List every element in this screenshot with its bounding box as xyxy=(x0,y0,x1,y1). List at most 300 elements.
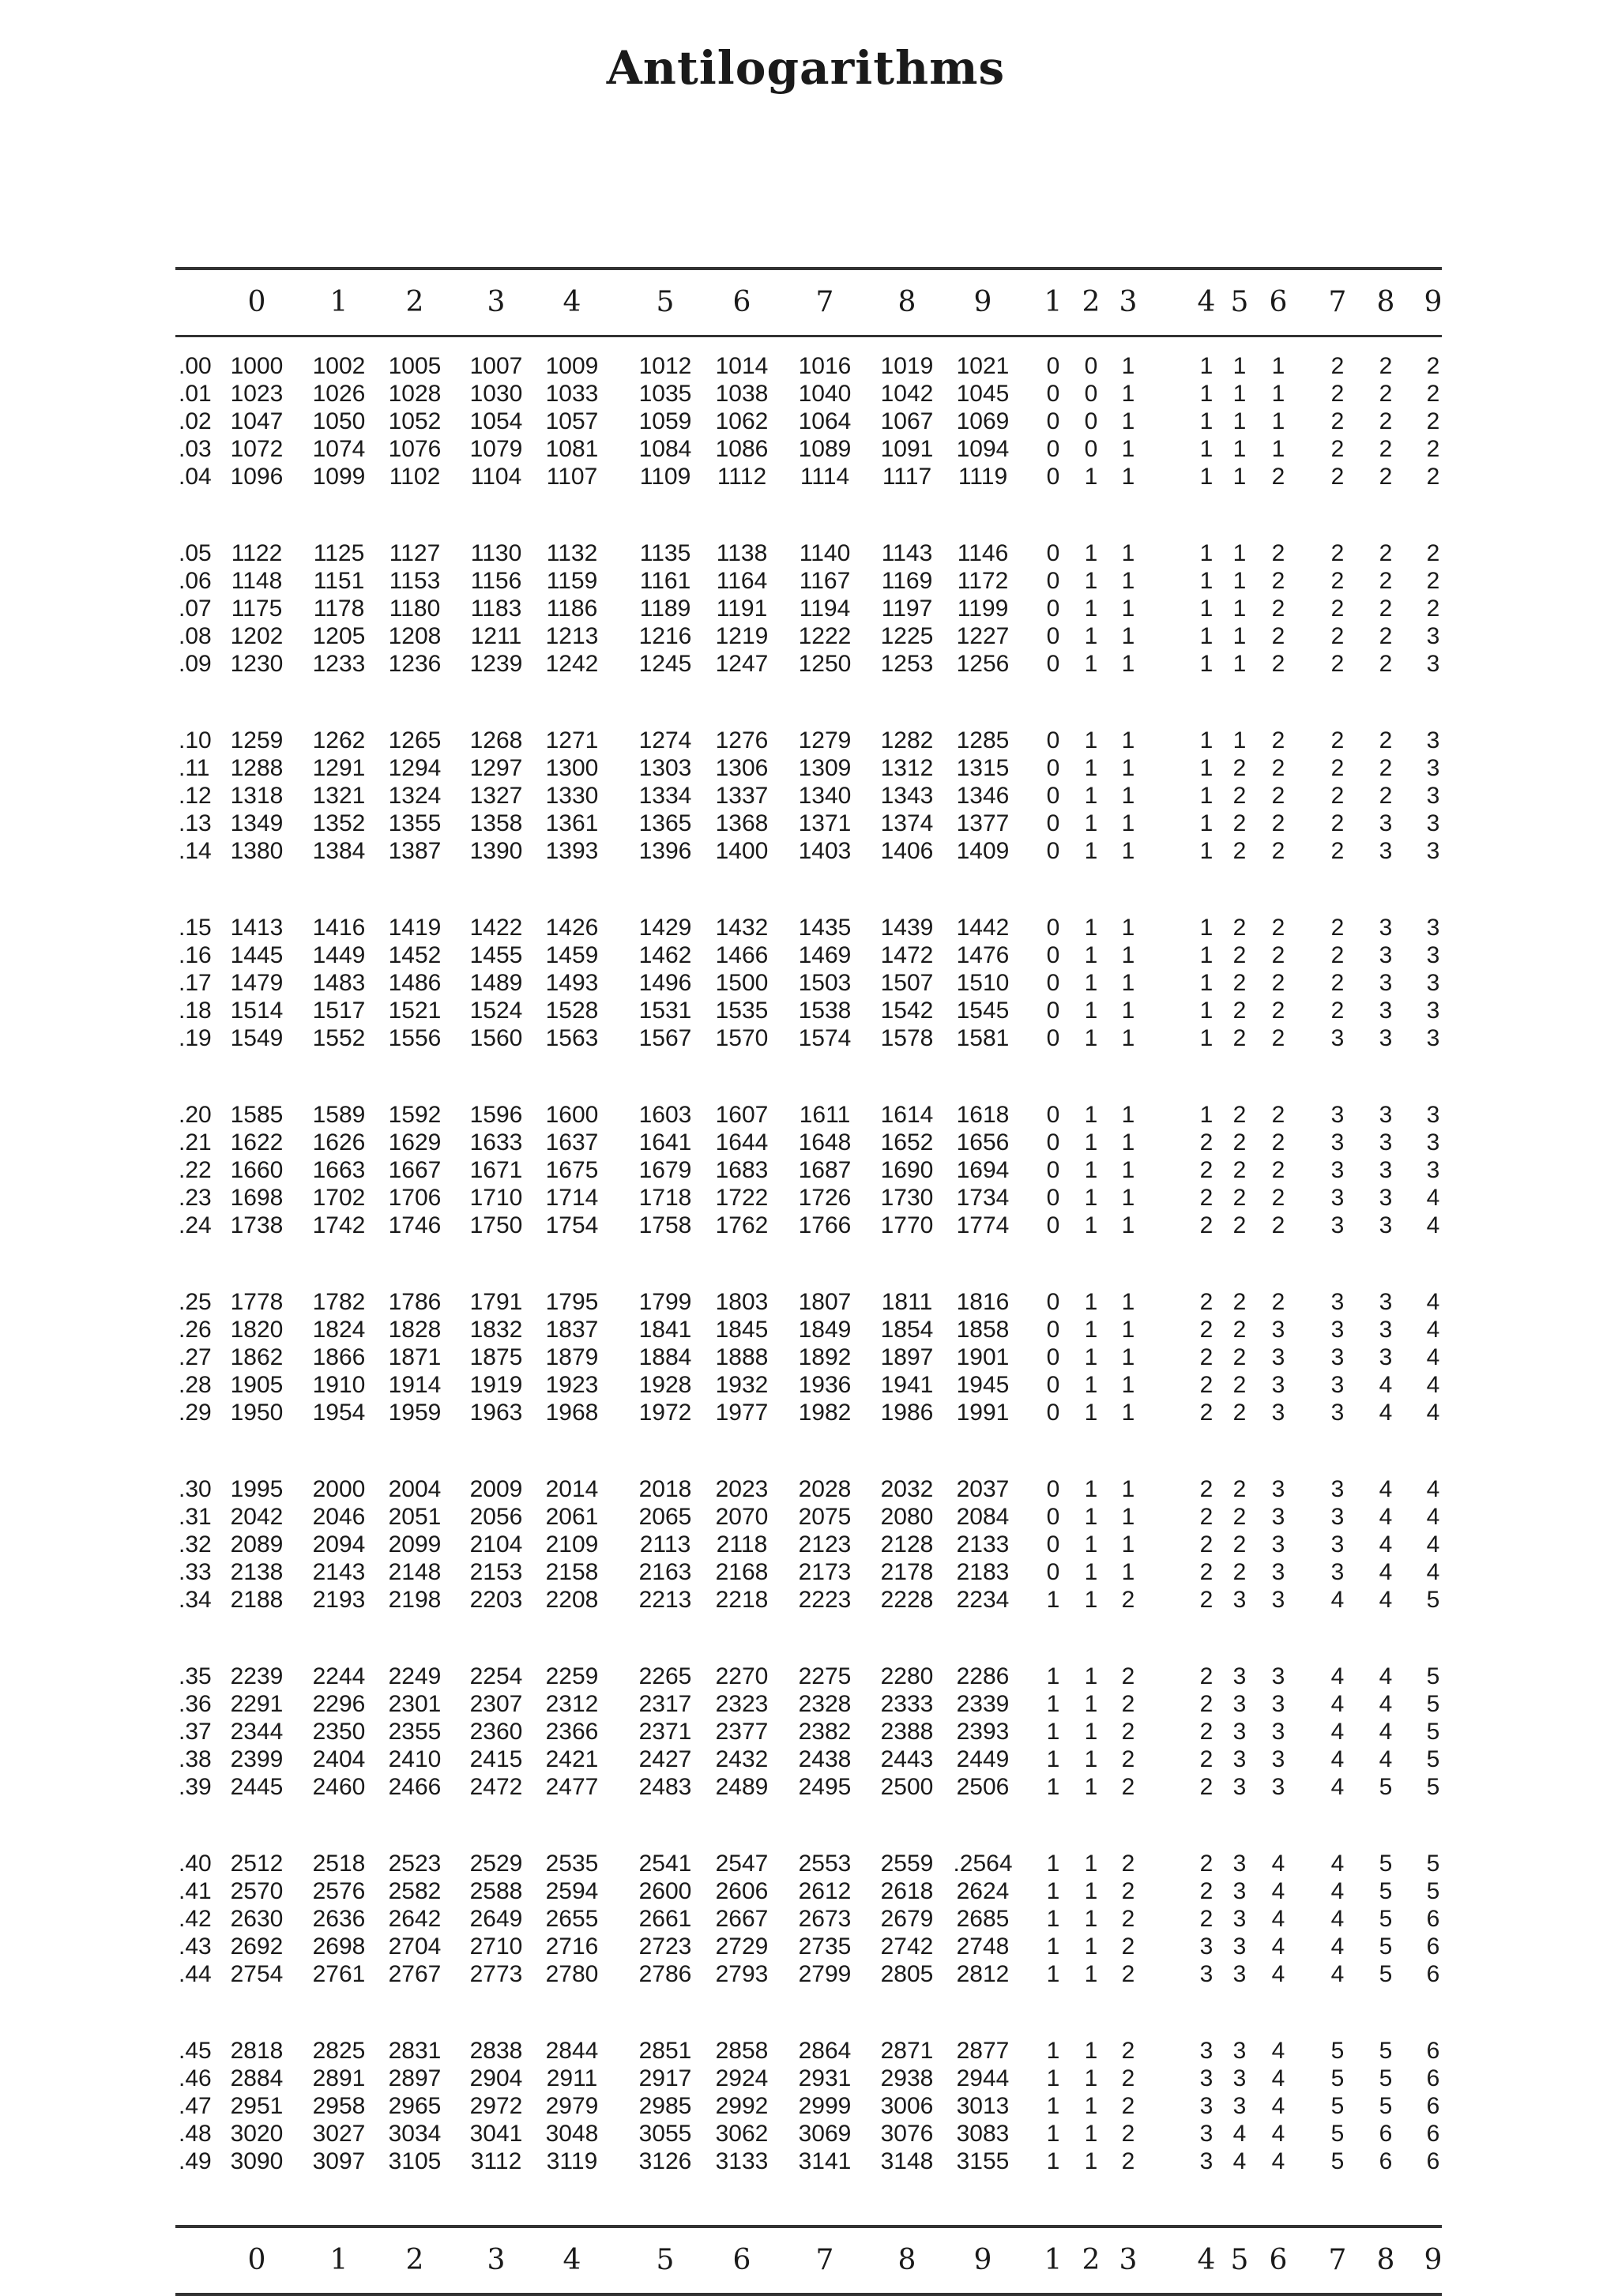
antilog-value-cell: 1094 xyxy=(956,436,1010,462)
antilog-value-cell: 1663 xyxy=(312,1157,366,1183)
header-top-main-col-8: 8 xyxy=(897,286,916,318)
antilog-value-cell: 1694 xyxy=(956,1157,1010,1183)
antilog-value-cell: 1208 xyxy=(388,623,442,649)
mean-difference-cell: 6 xyxy=(1426,1961,1440,1987)
mean-difference-cell: 1 xyxy=(1199,596,1214,622)
antilog-value-cell: 1687 xyxy=(798,1157,852,1183)
row-label: .01 xyxy=(179,381,212,407)
mean-difference-cell: 1 xyxy=(1199,568,1214,594)
antilog-value-cell: 1766 xyxy=(798,1212,852,1238)
table-row xyxy=(175,1878,1442,1906)
antilog-value-cell: 1297 xyxy=(469,755,523,781)
antilog-value-cell: 1288 xyxy=(230,755,284,781)
mean-difference-cell: 2 xyxy=(1199,1400,1214,1426)
row-group xyxy=(175,1102,1442,1240)
mean-difference-cell: 3 xyxy=(1426,727,1440,753)
antilog-value-cell: 1117 xyxy=(882,464,932,490)
antilog-value-cell: 2249 xyxy=(388,1663,442,1689)
antilog-value-cell: 1413 xyxy=(230,915,284,941)
mean-difference-cell: 4 xyxy=(1379,1663,1393,1689)
antilog-value-cell: 3126 xyxy=(638,2148,692,2174)
mean-difference-cell: 1 xyxy=(1199,998,1214,1024)
antilog-value-cell: 1600 xyxy=(545,1102,599,1128)
mean-difference-cell: 3 xyxy=(1232,1774,1247,1800)
antilog-value-cell: 1626 xyxy=(312,1129,366,1156)
antilog-value-cell: 2979 xyxy=(545,2093,599,2119)
antilog-value-cell: 2780 xyxy=(545,1961,599,1987)
antilog-value-cell: 1250 xyxy=(798,651,852,677)
antilog-value-cell: 1294 xyxy=(388,755,442,781)
antilog-value-cell: 1754 xyxy=(545,1212,599,1238)
antilog-value-cell: 1449 xyxy=(312,942,366,968)
antilog-value-cell: 1849 xyxy=(798,1317,852,1343)
mean-difference-cell: 3 xyxy=(1271,1344,1285,1370)
mean-difference-cell: 1 xyxy=(1046,2065,1060,2091)
antilog-value-cell: 2812 xyxy=(956,1961,1010,1987)
table-row xyxy=(175,568,1442,596)
mean-difference-cell: 3 xyxy=(1232,1851,1247,1877)
antilog-value-cell: 1400 xyxy=(715,838,769,864)
antilog-value-cell: 2523 xyxy=(388,1851,442,1877)
header-bottom-main-col-7: 7 xyxy=(815,2244,834,2276)
antilog-value-cell: 1153 xyxy=(389,568,441,594)
mean-difference-cell: 1 xyxy=(1121,1212,1135,1238)
row-group xyxy=(175,2038,1442,2176)
mean-difference-cell: 2 xyxy=(1121,1906,1135,1932)
antilog-value-cell: 3155 xyxy=(956,2148,1010,2174)
antilog-value-cell: 2858 xyxy=(715,2038,769,2064)
antilog-value-cell: 1455 xyxy=(469,942,523,968)
antilog-value-cell: 1180 xyxy=(389,596,441,622)
mean-difference-cell: 6 xyxy=(1426,2121,1440,2147)
antilog-value-cell: 2606 xyxy=(715,1878,769,1904)
header-top-main-col-2: 2 xyxy=(405,286,424,318)
mean-difference-cell: 1 xyxy=(1084,1504,1098,1530)
antilog-value-cell: 1104 xyxy=(470,464,522,490)
mean-difference-cell: 3 xyxy=(1271,1372,1285,1398)
mean-difference-cell: 2 xyxy=(1121,1746,1135,1772)
antilog-value-cell: 2460 xyxy=(312,1774,366,1800)
antilog-value-cell: 1059 xyxy=(638,408,692,434)
antilog-value-cell: 1016 xyxy=(798,353,852,379)
antilog-value-cell: 1334 xyxy=(638,783,692,809)
antilog-value-cell: 1429 xyxy=(638,915,692,941)
header-top-diff-col-8: 8 xyxy=(1376,286,1395,318)
antilog-value-cell: 1538 xyxy=(798,998,852,1024)
mean-difference-cell: 4 xyxy=(1379,1559,1393,1585)
row-label: .29 xyxy=(179,1400,212,1426)
antilog-value-cell: .2564 xyxy=(953,1851,1013,1877)
mean-difference-cell: 2 xyxy=(1330,998,1345,1024)
antilog-value-cell: 1531 xyxy=(638,998,692,1024)
antilog-value-cell: 1521 xyxy=(388,998,442,1024)
antilog-value-cell: 1845 xyxy=(715,1317,769,1343)
table-row xyxy=(175,1531,1442,1559)
antilog-value-cell: 1778 xyxy=(230,1289,284,1315)
mean-difference-cell: 0 xyxy=(1046,1400,1060,1426)
antilog-value-cell: 2286 xyxy=(956,1663,1010,1689)
mean-difference-cell: 1 xyxy=(1084,623,1098,649)
antilog-value-cell: 2506 xyxy=(956,1774,1010,1800)
antilog-value-cell: 1135 xyxy=(639,540,691,566)
mean-difference-cell: 3 xyxy=(1199,2038,1214,2064)
mean-difference-cell: 1 xyxy=(1121,353,1135,379)
mean-difference-cell: 2 xyxy=(1199,1212,1214,1238)
antilog-value-cell: 1306 xyxy=(715,755,769,781)
antilog-value-cell: 2218 xyxy=(715,1587,769,1613)
antilog-value-cell: 1560 xyxy=(469,1025,523,1051)
mean-difference-cell: 3 xyxy=(1330,1559,1345,1585)
mean-difference-cell: 1 xyxy=(1121,1289,1135,1315)
mean-difference-cell: 5 xyxy=(1426,1691,1440,1717)
antilog-value-cell: 1028 xyxy=(388,381,442,407)
antilog-value-cell: 1782 xyxy=(312,1289,366,1315)
antilog-value-cell: 1652 xyxy=(880,1129,934,1156)
antilog-value-cell: 1387 xyxy=(388,838,442,864)
table-row xyxy=(175,540,1442,568)
antilog-value-cell: 1611 xyxy=(799,1102,851,1128)
antilog-value-cell: 1156 xyxy=(470,568,522,594)
mean-difference-cell: 2 xyxy=(1379,651,1393,677)
mean-difference-cell: 3 xyxy=(1271,1774,1285,1800)
mean-difference-cell: 3 xyxy=(1426,838,1440,864)
mean-difference-cell: 1 xyxy=(1121,998,1135,1024)
antilog-value-cell: 1086 xyxy=(715,436,769,462)
mean-difference-cell: 0 xyxy=(1046,596,1060,622)
antilog-value-cell: 1099 xyxy=(312,464,366,490)
mean-difference-cell: 2 xyxy=(1379,623,1393,649)
antilog-value-cell: 2037 xyxy=(956,1476,1010,1502)
antilog-value-cell: 1365 xyxy=(638,810,692,836)
antilog-value-cell: 1167 xyxy=(799,568,851,594)
mean-difference-cell: 4 xyxy=(1330,1663,1345,1689)
mean-difference-cell: 3 xyxy=(1271,1476,1285,1502)
antilog-value-cell: 1026 xyxy=(312,381,366,407)
antilog-value-cell: 1507 xyxy=(880,970,934,996)
table-row xyxy=(175,2148,1442,2176)
antilog-value-cell: 1762 xyxy=(715,1212,769,1238)
antilog-value-cell: 2477 xyxy=(545,1774,599,1800)
mean-difference-cell: 2 xyxy=(1199,1851,1214,1877)
mean-difference-cell: 1 xyxy=(1084,1878,1098,1904)
mean-difference-cell: 2 xyxy=(1271,540,1285,566)
mean-difference-cell: 1 xyxy=(1046,1851,1060,1877)
antilog-value-cell: 2046 xyxy=(312,1504,366,1530)
mean-difference-cell: 4 xyxy=(1330,1851,1345,1877)
mean-difference-cell: 3 xyxy=(1379,1289,1393,1315)
antilog-value-cell: 2094 xyxy=(312,1531,366,1558)
mean-difference-cell: 1 xyxy=(1084,596,1098,622)
row-label: .18 xyxy=(179,998,212,1024)
antilog-value-cell: 2985 xyxy=(638,2093,692,2119)
antilog-value-cell: 1660 xyxy=(230,1157,284,1183)
antilog-value-cell: 2831 xyxy=(388,2038,442,2064)
mean-difference-cell: 1 xyxy=(1046,1906,1060,1932)
mean-difference-cell: 1 xyxy=(1232,623,1247,649)
table-row xyxy=(175,1476,1442,1504)
mean-difference-cell: 2 xyxy=(1426,540,1440,566)
mean-difference-cell: 3 xyxy=(1330,1129,1345,1156)
mean-difference-cell: 1 xyxy=(1121,1317,1135,1343)
mean-difference-cell: 0 xyxy=(1046,408,1060,434)
antilog-value-cell: 1910 xyxy=(312,1372,366,1398)
antilog-value-cell: 1603 xyxy=(638,1102,692,1128)
antilog-value-cell: 2360 xyxy=(469,1719,523,1745)
row-label: .17 xyxy=(179,970,212,996)
mean-difference-cell: 1 xyxy=(1232,727,1247,753)
mean-difference-cell: 3 xyxy=(1379,915,1393,941)
antilog-value-cell: 1986 xyxy=(880,1400,934,1426)
mean-difference-cell: 3 xyxy=(1232,1663,1247,1689)
antilog-value-cell: 1262 xyxy=(312,727,366,753)
antilog-value-cell: 1225 xyxy=(880,623,934,649)
antilog-value-cell: 3062 xyxy=(715,2121,769,2147)
antilog-value-cell: 1409 xyxy=(956,838,1010,864)
mean-difference-cell: 5 xyxy=(1330,2148,1345,2174)
row-label: .33 xyxy=(179,1559,212,1585)
row-label: .05 xyxy=(179,540,212,566)
mean-difference-cell: 3 xyxy=(1330,1531,1345,1558)
antilog-value-cell: 2075 xyxy=(798,1504,852,1530)
mean-difference-cell: 0 xyxy=(1084,381,1098,407)
mean-difference-cell: 2 xyxy=(1199,1185,1214,1211)
header-bottom-diff-col-6: 6 xyxy=(1269,2244,1288,2276)
antilog-value-cell: 2541 xyxy=(638,1851,692,1877)
antilog-value-cell: 1459 xyxy=(545,942,599,968)
antilog-value-cell: 1629 xyxy=(388,1129,442,1156)
header-top-main-col-1: 1 xyxy=(329,286,348,318)
antilog-value-cell: 1622 xyxy=(230,1129,284,1156)
header-top-diff-col-7: 7 xyxy=(1328,286,1347,318)
antilog-value-cell: 1552 xyxy=(312,1025,366,1051)
header-top-diff-col-9: 9 xyxy=(1424,286,1443,318)
antilog-value-cell: 1968 xyxy=(545,1400,599,1426)
antilog-value-cell: 2825 xyxy=(312,2038,366,2064)
mean-difference-cell: 2 xyxy=(1271,651,1285,677)
row-label: .46 xyxy=(179,2065,212,2091)
mean-difference-cell: 2 xyxy=(1121,1933,1135,1960)
mean-difference-cell: 2 xyxy=(1271,1157,1285,1183)
antilog-value-cell: 2270 xyxy=(715,1663,769,1689)
antilog-value-cell: 2307 xyxy=(469,1691,523,1717)
antilog-value-cell: 1786 xyxy=(388,1289,442,1315)
mean-difference-cell: 1 xyxy=(1271,436,1285,462)
mean-difference-cell: 3 xyxy=(1232,1719,1247,1745)
mean-difference-cell: 2 xyxy=(1271,810,1285,836)
header-bottom-main-col-1: 1 xyxy=(329,2244,348,2276)
antilog-value-cell: 1563 xyxy=(545,1025,599,1051)
antilog-value-cell: 1567 xyxy=(638,1025,692,1051)
header-top-main-col-4: 4 xyxy=(563,286,581,318)
antilog-value-cell: 1535 xyxy=(715,998,769,1024)
table-row xyxy=(175,810,1442,838)
mean-difference-cell: 1 xyxy=(1084,1746,1098,1772)
mean-difference-cell: 3 xyxy=(1330,1504,1345,1530)
antilog-value-cell: 1291 xyxy=(312,755,366,781)
row-label: .07 xyxy=(179,596,212,622)
antilog-value-cell: 1057 xyxy=(545,408,599,434)
mean-difference-cell: 2 xyxy=(1199,1587,1214,1613)
mean-difference-cell: 1 xyxy=(1046,2038,1060,2064)
antilog-value-cell: 1738 xyxy=(230,1212,284,1238)
table-row xyxy=(175,436,1442,464)
mean-difference-cell: 0 xyxy=(1046,1102,1060,1128)
antilog-value-cell: 2148 xyxy=(388,1559,442,1585)
antilog-value-cell: 3034 xyxy=(388,2121,442,2147)
mean-difference-cell: 4 xyxy=(1271,2093,1285,2119)
mean-difference-cell: 2 xyxy=(1121,2148,1135,2174)
mean-difference-cell: 5 xyxy=(1379,1774,1393,1800)
mean-difference-cell: 0 xyxy=(1046,1289,1060,1315)
mean-difference-cell: 1 xyxy=(1121,436,1135,462)
mean-difference-cell: 1 xyxy=(1084,998,1098,1024)
table-row xyxy=(175,408,1442,436)
mean-difference-cell: 3 xyxy=(1232,1906,1247,1932)
mean-difference-cell: 1 xyxy=(1199,353,1214,379)
antilog-value-cell: 1300 xyxy=(545,755,599,781)
row-label: .00 xyxy=(179,353,212,379)
antilog-value-cell: 2188 xyxy=(230,1587,284,1613)
antilog-value-cell: 1854 xyxy=(880,1317,934,1343)
antilog-value-cell: 1122 xyxy=(231,540,283,566)
mean-difference-cell: 0 xyxy=(1046,915,1060,941)
antilog-value-cell: 2786 xyxy=(638,1961,692,1987)
mean-difference-cell: 2 xyxy=(1379,727,1393,753)
antilog-value-cell: 1419 xyxy=(388,915,442,941)
antilog-value-cell: 2793 xyxy=(715,1961,769,1987)
row-label: .21 xyxy=(179,1129,212,1156)
mean-difference-cell: 2 xyxy=(1330,540,1345,566)
mean-difference-cell: 2 xyxy=(1379,540,1393,566)
antilog-value-cell: 2972 xyxy=(469,2093,523,2119)
mean-difference-cell: 1 xyxy=(1121,1102,1135,1128)
table-row xyxy=(175,1372,1442,1400)
antilog-value-cell: 2576 xyxy=(312,1878,366,1904)
mean-difference-cell: 4 xyxy=(1330,1691,1345,1717)
mean-difference-cell: 3 xyxy=(1426,1102,1440,1128)
mean-difference-cell: 0 xyxy=(1046,727,1060,753)
antilog-value-cell: 3006 xyxy=(880,2093,934,2119)
mean-difference-cell: 3 xyxy=(1199,1933,1214,1960)
mean-difference-cell: 2 xyxy=(1271,1129,1285,1156)
mean-difference-cell: 3 xyxy=(1199,2093,1214,2119)
mean-difference-cell: 3 xyxy=(1379,810,1393,836)
antilog-value-cell: 1714 xyxy=(545,1185,599,1211)
mean-difference-cell: 3 xyxy=(1271,1663,1285,1689)
antilog-value-cell: 2415 xyxy=(469,1746,523,1772)
header-bottom-main-col-4: 4 xyxy=(563,2244,581,2276)
antilog-value-cell: 1377 xyxy=(956,810,1010,836)
header-bottom-main-col-6: 6 xyxy=(732,2244,751,2276)
mean-difference-cell: 1 xyxy=(1199,464,1214,490)
antilog-value-cell: 2432 xyxy=(715,1746,769,1772)
antilog-value-cell: 2193 xyxy=(312,1587,366,1613)
antilog-value-cell: 2254 xyxy=(469,1663,523,1689)
table-row xyxy=(175,783,1442,810)
antilog-value-cell: 2529 xyxy=(469,1851,523,1877)
mean-difference-cell: 4 xyxy=(1426,1212,1440,1238)
mean-difference-cell: 1 xyxy=(1121,755,1135,781)
mean-difference-cell: 1 xyxy=(1232,408,1247,434)
mean-difference-cell: 1 xyxy=(1199,727,1214,753)
mean-difference-cell: 2 xyxy=(1271,568,1285,594)
mean-difference-cell: 1 xyxy=(1199,540,1214,566)
antilog-value-cell: 3055 xyxy=(638,2121,692,2147)
mean-difference-cell: 2 xyxy=(1232,915,1247,941)
mean-difference-cell: 2 xyxy=(1426,464,1440,490)
row-label: .39 xyxy=(179,1774,212,1800)
mean-difference-cell: 3 xyxy=(1232,2093,1247,2119)
mean-difference-cell: 1 xyxy=(1121,942,1135,968)
mean-difference-cell: 2 xyxy=(1232,1504,1247,1530)
antilog-table xyxy=(175,267,1442,2296)
table-row xyxy=(175,998,1442,1025)
antilog-value-cell: 1045 xyxy=(956,381,1010,407)
table-row xyxy=(175,970,1442,998)
mean-difference-cell: 5 xyxy=(1426,1851,1440,1877)
antilog-value-cell: 2377 xyxy=(715,1719,769,1745)
antilog-value-cell: 1127 xyxy=(389,540,441,566)
antilog-value-cell: 1268 xyxy=(469,727,523,753)
mean-difference-cell: 1 xyxy=(1084,1663,1098,1689)
table-row xyxy=(175,1344,1442,1372)
antilog-value-cell: 2489 xyxy=(715,1774,769,1800)
row-label: .10 xyxy=(179,727,212,753)
mean-difference-cell: 2 xyxy=(1232,1212,1247,1238)
mean-difference-cell: 1 xyxy=(1084,540,1098,566)
mean-difference-cell: 2 xyxy=(1121,1719,1135,1745)
antilog-value-cell: 1021 xyxy=(956,353,1010,379)
row-label: .22 xyxy=(179,1157,212,1183)
mean-difference-cell: 2 xyxy=(1232,1372,1247,1398)
antilog-value-cell: 2028 xyxy=(798,1476,852,1502)
antilog-value-cell: 1679 xyxy=(638,1157,692,1183)
mean-difference-cell: 2 xyxy=(1271,1102,1285,1128)
header-bottom-diff-col-4: 4 xyxy=(1197,2244,1216,2276)
table-row xyxy=(175,1504,1442,1531)
mean-difference-cell: 5 xyxy=(1426,1663,1440,1689)
antilog-value-cell: 1202 xyxy=(230,623,284,649)
antilog-value-cell: 1089 xyxy=(798,436,852,462)
mean-difference-cell: 4 xyxy=(1330,1906,1345,1932)
antilog-value-cell: 1355 xyxy=(388,810,442,836)
antilog-value-cell: 1012 xyxy=(638,353,692,379)
row-label: .16 xyxy=(179,942,212,968)
antilog-value-cell: 1019 xyxy=(880,353,934,379)
row-group xyxy=(175,353,1442,491)
mean-difference-cell: 2 xyxy=(1426,408,1440,434)
antilog-value-cell: 1472 xyxy=(880,942,934,968)
mean-difference-cell: 1 xyxy=(1121,915,1135,941)
mean-difference-cell: 3 xyxy=(1426,1157,1440,1183)
mean-difference-cell: 2 xyxy=(1271,1212,1285,1238)
antilog-value-cell: 2323 xyxy=(715,1691,769,1717)
antilog-value-cell: 1030 xyxy=(469,381,523,407)
mean-difference-cell: 4 xyxy=(1330,1746,1345,1772)
mean-difference-cell: 1 xyxy=(1121,1531,1135,1558)
header-top-diff-col-1: 1 xyxy=(1044,286,1063,318)
antilog-value-cell: 2443 xyxy=(880,1746,934,1772)
table-row xyxy=(175,1102,1442,1129)
table-row xyxy=(175,1157,1442,1185)
mean-difference-cell: 1 xyxy=(1084,2038,1098,2064)
mean-difference-cell: 3 xyxy=(1330,1157,1345,1183)
antilog-value-cell: 1247 xyxy=(715,651,769,677)
table-row xyxy=(175,1317,1442,1344)
mean-difference-cell: 2 xyxy=(1121,1878,1135,1904)
antilog-value-cell: 1233 xyxy=(312,651,366,677)
mean-difference-cell: 3 xyxy=(1426,755,1440,781)
